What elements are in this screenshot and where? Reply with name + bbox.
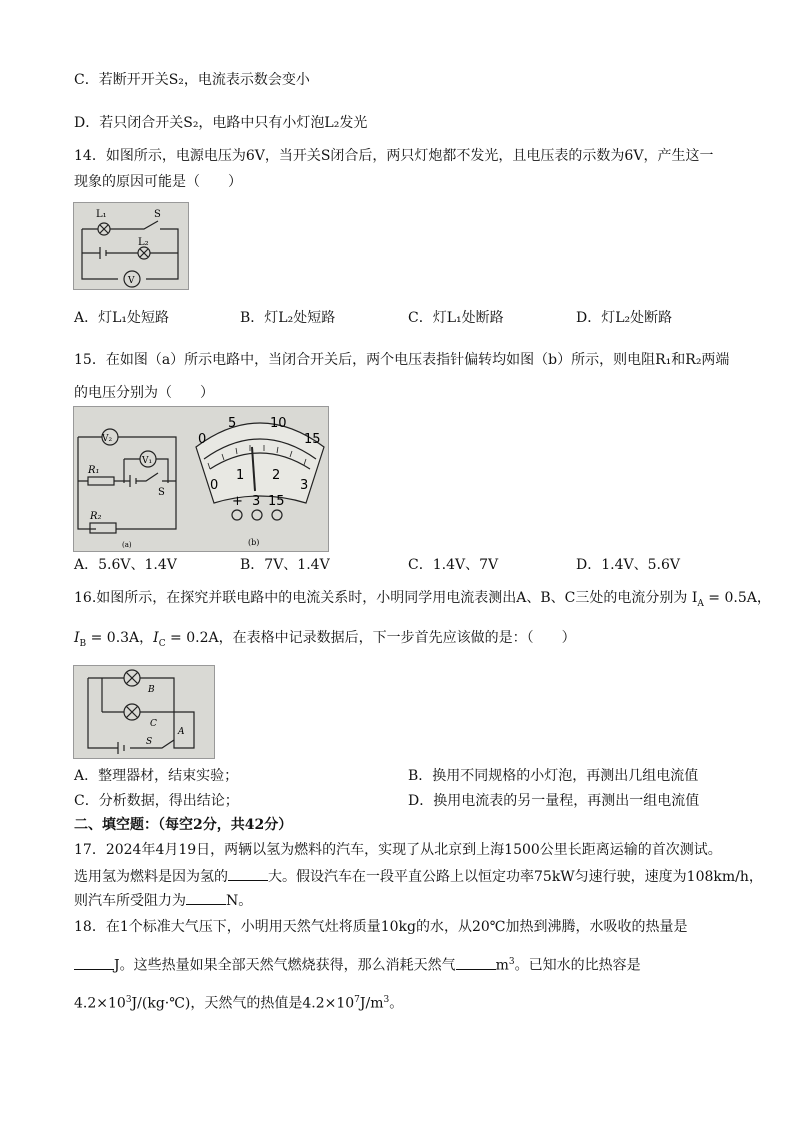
q17-line3-b: N。 (226, 893, 253, 909)
q15-b-caption: (b) (248, 538, 260, 547)
q15-bottom-scale-1: 1 (236, 468, 245, 483)
q16-ib-symbol: I (74, 630, 80, 646)
q16-s-label: S (146, 737, 153, 747)
q15-v1-label: V₁ (142, 456, 153, 466)
q16-a-label: A (178, 727, 185, 737)
q18-line2-b: m (495, 957, 509, 974)
q14-l1-label: L₁ (96, 209, 107, 220)
q18-line3-g: 。 (389, 995, 404, 1012)
q14-l2-label: L₂ (138, 237, 149, 248)
q18-line3-exp2: 7 (354, 995, 360, 1005)
q16-b-label: B (148, 685, 155, 695)
q16-stem-line1 (74, 588, 771, 614)
q17-blank-2[interactable] (186, 890, 226, 905)
q17-line3 (74, 890, 252, 911)
q14-stem-line2: 现象的原因可能是（ ） (74, 174, 242, 190)
q18-line1: 18．在1个标准大气压下，小明用天然气灶将质量10kg的水，从20℃加热到沸腾，水吸收的热量是 (74, 919, 688, 935)
q15-stem-line2: 的电压分别为（ ） (74, 385, 214, 401)
q15-terminal-3: 3 (252, 494, 261, 509)
q17-line1: 17．2024年4月19日，两辆以氢为燃料的汽车，实现了从北京到上海1500公里长距离运输的首次测试。 (74, 842, 722, 858)
q15-top-scale-10: 10 (270, 416, 287, 431)
q14-option-c: C．灯L₁处断路 (408, 310, 504, 326)
q14-circuit-figure (73, 202, 189, 290)
q16-option-a: A．整理器材，结束实验； (74, 768, 239, 784)
q15-option-a: A．5.6V、1.4V (74, 557, 177, 573)
q15-option-c: C．1.4V、7V (408, 557, 499, 573)
q18-line3-e: J/m (359, 995, 384, 1012)
q15-terminal-plus: + (232, 494, 243, 509)
q18-line3-a: 4.2×10 (74, 995, 126, 1012)
q15-option-b: B．7V、1.4V (240, 557, 330, 573)
q15-bottom-scale-0: 0 (210, 478, 219, 493)
q15-diagram (74, 407, 328, 551)
q16-circuit-diagram (74, 666, 214, 758)
q15-switch-label: S (158, 487, 165, 498)
q18-blank-2[interactable] (456, 955, 496, 970)
q15-v2-label: V₂ (102, 434, 113, 444)
q15-top-scale-15: 15 (304, 432, 321, 447)
q14-option-b: B．灯L₂处短路 (240, 310, 336, 326)
q15-option-d: D．1.4V、5.6V (576, 557, 680, 573)
q15-top-scale-0: 0 (198, 432, 207, 447)
q14-stem-line1: 14．如图所示，电源电压为6V，当开关S闭合后，两只灯炮都不发光，且电压表的示数为6V，产生这一 (74, 148, 714, 164)
q13-option-c: C．若断开开关S₂，电流表示数会变小 (74, 72, 310, 88)
q16-option-d: D．换用电流表的另一量程，再测出一组电流值 (408, 793, 700, 809)
q16-ic-symbol: I (153, 630, 159, 646)
q16-ia-subscript: A (697, 598, 704, 609)
q15-terminal-15: 15 (268, 494, 285, 509)
q17-line2-a: 选用氢为燃料是因为氢的 (74, 869, 228, 885)
q14-circuit-diagram (74, 203, 188, 289)
q18-line2-exp: 3 (508, 957, 515, 967)
q16-stem-line2 (74, 628, 576, 654)
q16-c-label: C (150, 719, 157, 729)
q16-ib-value: = 0.3A， (86, 630, 154, 646)
q15-a-caption: (a) (122, 541, 132, 549)
q14-s-label: S (154, 209, 161, 220)
q15-bottom-scale-2: 2 (272, 468, 281, 483)
q13-option-d: D．若只闭合开关S₂，电路中只有小灯泡L₂发光 (74, 115, 368, 131)
q16-ia-value: = 0.5A， (703, 590, 771, 606)
q17-line2 (74, 866, 763, 887)
q15-top-scale-5: 5 (228, 416, 237, 431)
q15-r2-label: R₂ (90, 511, 102, 522)
q18-line3-exp1: 3 (125, 995, 132, 1005)
q18-line3 (74, 990, 403, 1014)
q14-voltmeter-label: V (128, 276, 135, 286)
q15-r1-label: R₁ (88, 465, 100, 476)
q17-blank-1[interactable] (228, 866, 268, 881)
q15-stem-line1: 15．在如图（a）所示电路中，当闭合开关后，两个电压表指针偏转均如图（b）所示，则电阻R₁和R₂两端 (74, 352, 730, 368)
q18-line2 (74, 952, 641, 976)
q17-line2-b: 大。假设汽车在一段平直公路上以恒定功率75kW匀速行驶，速度为108km/h， (268, 869, 763, 885)
q16-stem-text: 16.如图所示，在探究并联电路中的电流关系时，小明同学用电流表测出A、B、C三处的电流分别为 I (74, 590, 698, 606)
section2-heading: 二、填空题：（每空2分，共42分） (74, 817, 293, 833)
q18-line2-a: J。这些热量如果全部天然气燃烧获得，那么消耗天然气 (114, 957, 456, 974)
q18-line3-exp3: 3 (383, 995, 390, 1005)
q16-option-b: B．换用不同规格的小灯泡，再测出几组电流值 (408, 768, 699, 784)
q18-blank-1[interactable] (74, 955, 114, 970)
q18-line2-d: 。已知水的比热容是 (514, 957, 641, 974)
q16-ic-value: = 0.2A，在表格中记录数据后，下一步首先应该做的是：（ ） (165, 630, 576, 646)
q15-bottom-scale-3: 3 (300, 478, 309, 493)
q14-option-d: D．灯L₂处断路 (576, 310, 673, 326)
q16-ic-subscript: C (158, 638, 166, 649)
q16-option-c: C．分析数据，得出结论； (74, 793, 239, 809)
q16-ib-subscript: B (79, 638, 87, 649)
q16-circuit-figure (73, 665, 215, 759)
q14-option-a: A．灯L₁处短路 (74, 310, 170, 326)
q18-line3-c: J/(kg·℃)，天然气的热值是4.2×10 (131, 995, 355, 1012)
q15-figure (73, 406, 329, 552)
q17-line3-a: 则汽车所受阻力为 (74, 893, 186, 909)
